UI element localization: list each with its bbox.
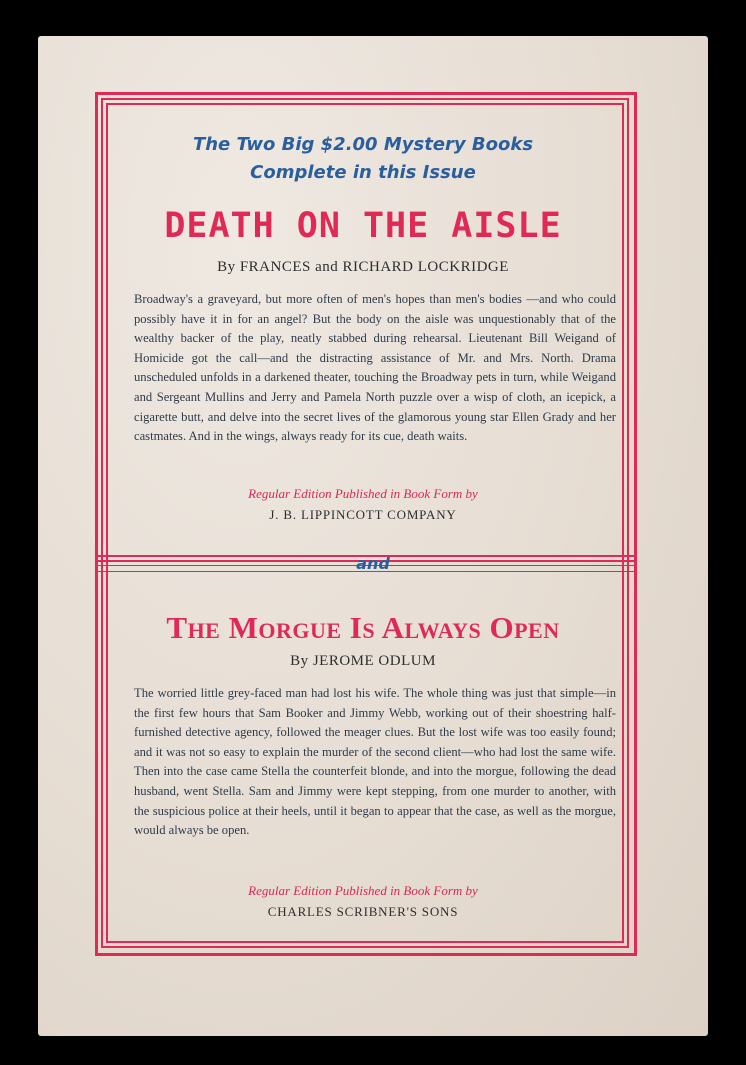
book2-description: The worried little grey-faced man had lost his wife. The whole thing was just that simple—in the first few hours that Sam Booker and Jimmy Webb, working out of their shoestring half-furnished detective agency, followed the meager clues. But the lost wife was too easily found; and it was not so easy to explain the murder of the second client—who had lost the same wife. Then into the case came Stella the counterfeit blonde, and into the morgue, following the dead husband, went Stella. Sam and Jimmy were kept stepping, from one murder to another, with the suspicious police at their heels, until it began to appear that the case, as well as the morgue, would always be open. bbox=[134, 686, 616, 838]
book1-description: Broadway's a graveyard, but more often of men's hopes than men's bodies —and who could possibly have it in for an angel? But the body on the aisle was unquestionably that of the wealthy backer of the play, neatly stabbed during rehearsal. Lieutenant Bill Weigand of Homicide got the call—and the distracting assistance of Mr. and Mrs. North. Drama unscheduled unfolds in a darkened theater, touching the Broadway pets in turn, while Weigand and Sergeant Mullins and Jerry and Pamela North puzzle over a wisp of cloth, an icepick, a cigarette butt, and delve into the secret lives of the glamorous young star Ellen Grady and her castmates. And in the wings, always ready for its cue, death waits. bbox=[134, 292, 616, 444]
book2-author: By JEROME ODLUM bbox=[290, 653, 436, 669]
book1-author: By FRANCES and RICHARD LOCKRIDGE bbox=[217, 259, 509, 275]
back-cover bbox=[38, 36, 708, 1036]
book2-title: The Morgue Is Always Open bbox=[166, 610, 560, 645]
tagline-line2: Complete in this Issue bbox=[250, 162, 476, 183]
book1-title: DEATH ON THE AISLE bbox=[164, 206, 562, 246]
book2-publisher: CHARLES SCRIBNER'S SONS bbox=[267, 904, 459, 919]
and-separator: and bbox=[356, 554, 390, 573]
book1-publisher: J. B. LIPPINCOTT COMPANY bbox=[269, 507, 457, 522]
book2-edition-note: Regular Edition Published in Book Form by bbox=[248, 883, 478, 898]
tagline-line1: The Two Big $2.00 Mystery Books bbox=[192, 134, 534, 155]
book1-edition-note: Regular Edition Published in Book Form by bbox=[248, 486, 478, 501]
